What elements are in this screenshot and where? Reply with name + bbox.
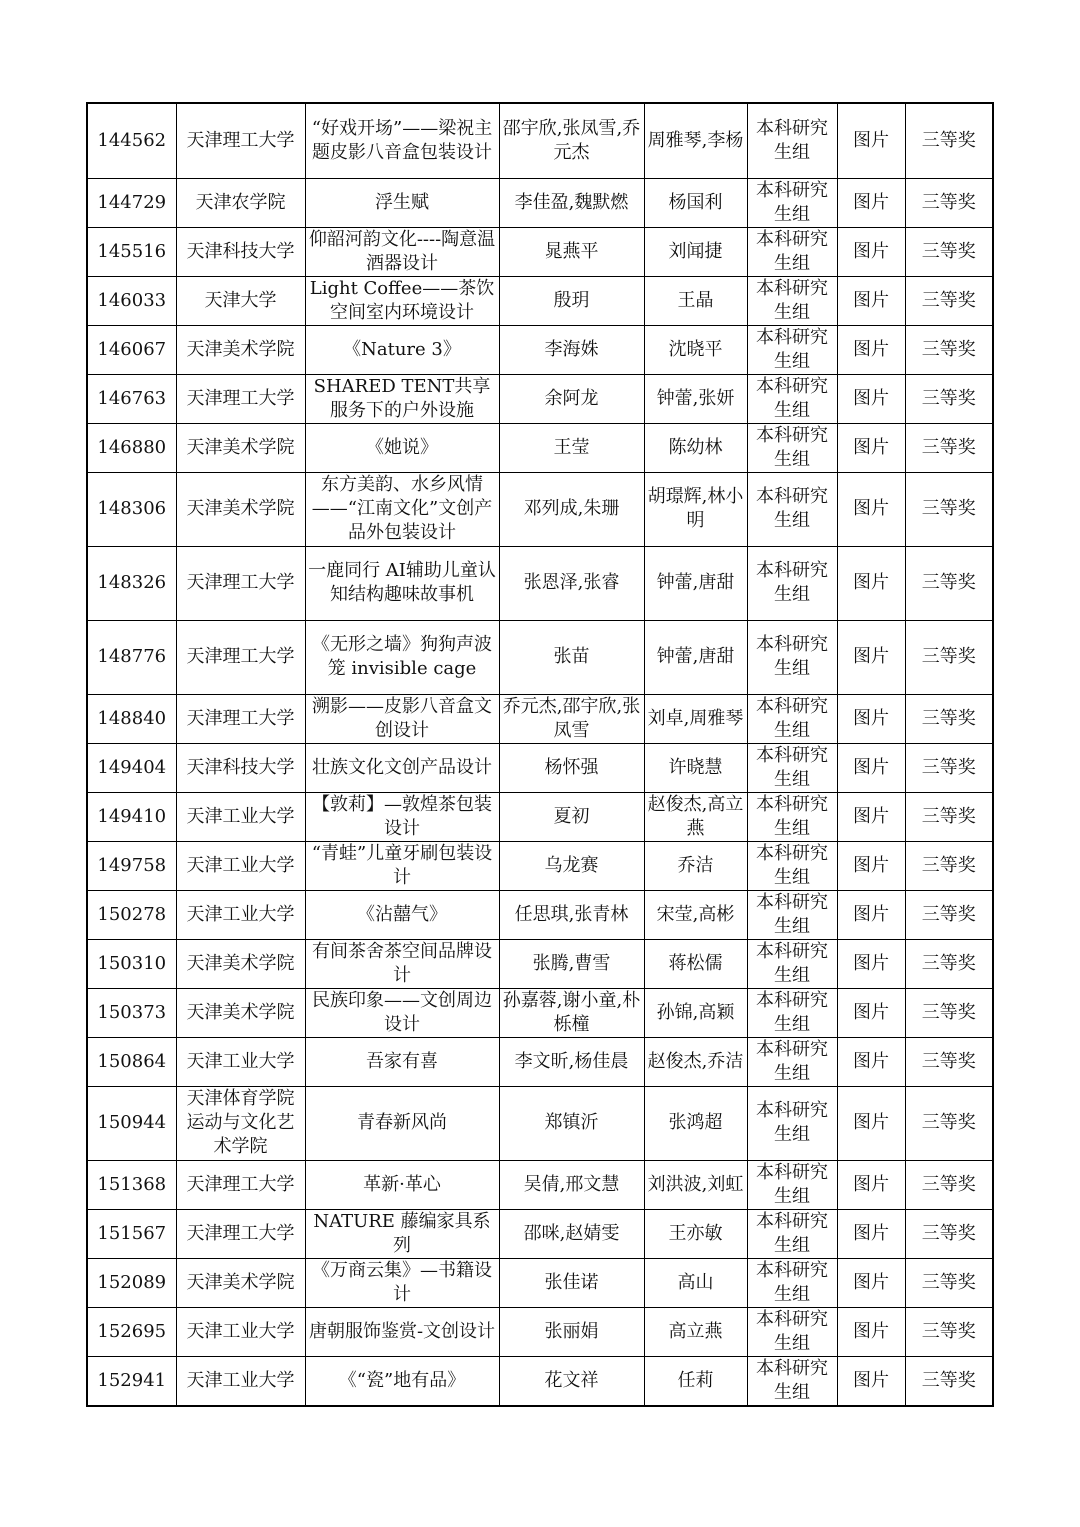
work-title-cell: 一鹿同行 AI辅助儿童认知结构趣味故事机 [305,546,499,620]
table-row [87,1258,993,1307]
authors-cell: 邵咪,赵婧雯 [499,1209,644,1258]
group-cell: 本科研究生组 [747,374,837,423]
table-row [87,276,993,325]
advisor-cell: 高山 [644,1258,747,1307]
school-name-cell: 天津工业大学 [176,1307,305,1356]
authors-cell: 王莹 [499,423,644,472]
authors-cell: 邵宇欣,张凤雪,乔元杰 [499,103,644,178]
group-cell: 本科研究生组 [747,423,837,472]
school-name-cell: 天津工业大学 [176,1356,305,1406]
table-row [87,227,993,276]
entry-type-cell: 图片 [837,1356,905,1406]
table-row [87,841,993,890]
entry-id-cell: 150944 [87,1086,176,1160]
entry-type-cell: 图片 [837,620,905,694]
school-name-cell: 天津体育学院运动与文化艺术学院 [176,1086,305,1160]
group-cell: 本科研究生组 [747,694,837,743]
authors-cell: 余阿龙 [499,374,644,423]
work-title-cell: 壮族文化文创产品设计 [305,743,499,792]
entry-type-cell: 图片 [837,1086,905,1160]
work-title-cell: “好戏开场”——梁祝主题皮影八音盒包装设计 [305,103,499,178]
entry-type-cell: 图片 [837,890,905,939]
advisor-cell: 许晓慧 [644,743,747,792]
award-cell: 三等奖 [905,472,993,546]
authors-cell: 乌龙赛 [499,841,644,890]
work-title-cell: 仰韶河韵文化----陶意温酒器设计 [305,227,499,276]
award-cell: 三等奖 [905,1307,993,1356]
school-name-cell: 天津理工大学 [176,1209,305,1258]
entry-id-cell: 152089 [87,1258,176,1307]
entry-id-cell: 150373 [87,988,176,1037]
table-row [87,792,993,841]
authors-cell: 张丽娟 [499,1307,644,1356]
advisor-cell: 王亦敏 [644,1209,747,1258]
table-row [87,103,993,178]
entry-type-cell: 图片 [837,1307,905,1356]
advisor-cell: 高立燕 [644,1307,747,1356]
entry-type-cell: 图片 [837,939,905,988]
advisor-cell: 钟蕾,张妍 [644,374,747,423]
authors-cell: 张佳诺 [499,1258,644,1307]
table-row [87,546,993,620]
authors-cell: 任思琪,张青林 [499,890,644,939]
authors-cell: 晁燕平 [499,227,644,276]
school-name-cell: 天津农学院 [176,178,305,227]
advisor-cell: 宋莹,高彬 [644,890,747,939]
entry-id-cell: 148776 [87,620,176,694]
authors-cell: 李佳盈,魏默燃 [499,178,644,227]
entry-id-cell: 144562 [87,103,176,178]
advisor-cell: 胡璟辉,林小明 [644,472,747,546]
school-name-cell: 天津大学 [176,276,305,325]
work-title-cell: 有间茶舍茶空间品牌设计 [305,939,499,988]
school-name-cell: 天津工业大学 [176,1037,305,1086]
award-cell: 三等奖 [905,103,993,178]
work-title-cell: Light Coffee——茶饮空间室内环境设计 [305,276,499,325]
entry-type-cell: 图片 [837,988,905,1037]
group-cell: 本科研究生组 [747,743,837,792]
award-cell: 三等奖 [905,1209,993,1258]
school-name-cell: 天津美术学院 [176,423,305,472]
group-cell: 本科研究生组 [747,1209,837,1258]
entry-type-cell: 图片 [837,1258,905,1307]
work-title-cell: 【敦莉】—敦煌茶包装设计 [305,792,499,841]
group-cell: 本科研究生组 [747,1307,837,1356]
group-cell: 本科研究生组 [747,1160,837,1209]
entry-id-cell: 151368 [87,1160,176,1209]
entry-type-cell: 图片 [837,792,905,841]
award-cell: 三等奖 [905,227,993,276]
group-cell: 本科研究生组 [747,890,837,939]
entry-type-cell: 图片 [837,227,905,276]
table-row [87,325,993,374]
advisor-cell: 孙锦,高颖 [644,988,747,1037]
authors-cell: 夏初 [499,792,644,841]
advisor-cell: 赵俊杰,高立燕 [644,792,747,841]
table-row [87,988,993,1037]
work-title-cell: 《万商云集》—书籍设计 [305,1258,499,1307]
school-name-cell: 天津美术学院 [176,988,305,1037]
authors-cell: 郑镇沂 [499,1086,644,1160]
entry-id-cell: 146067 [87,325,176,374]
authors-cell: 孙嘉蓉,谢小童,朴栎橦 [499,988,644,1037]
authors-cell: 张苗 [499,620,644,694]
school-name-cell: 天津工业大学 [176,890,305,939]
group-cell: 本科研究生组 [747,178,837,227]
work-title-cell: 民族印象——文创周边设计 [305,988,499,1037]
school-name-cell: 天津工业大学 [176,792,305,841]
advisor-cell: 蒋松儒 [644,939,747,988]
work-title-cell: “青蛙”儿童牙刷包装设计 [305,841,499,890]
school-name-cell: 天津美术学院 [176,472,305,546]
work-title-cell: 革新·革心 [305,1160,499,1209]
work-title-cell: 浮生赋 [305,178,499,227]
entry-type-cell: 图片 [837,694,905,743]
school-name-cell: 天津科技大学 [176,743,305,792]
group-cell: 本科研究生组 [747,1258,837,1307]
work-title-cell: SHARED TENT共享服务下的户外设施 [305,374,499,423]
award-cell: 三等奖 [905,423,993,472]
advisor-cell: 沈晓平 [644,325,747,374]
table-row [87,890,993,939]
group-cell: 本科研究生组 [747,103,837,178]
entry-id-cell: 148306 [87,472,176,546]
table-row [87,1356,993,1406]
school-name-cell: 天津工业大学 [176,841,305,890]
award-cell: 三等奖 [905,841,993,890]
authors-cell: 吴倩,邢文慧 [499,1160,644,1209]
group-cell: 本科研究生组 [747,276,837,325]
award-cell: 三等奖 [905,374,993,423]
group-cell: 本科研究生组 [747,939,837,988]
entry-type-cell: 图片 [837,841,905,890]
table-row [87,694,993,743]
award-cell: 三等奖 [905,325,993,374]
group-cell: 本科研究生组 [747,1037,837,1086]
award-cell: 三等奖 [905,988,993,1037]
entry-type-cell: 图片 [837,1160,905,1209]
award-cell: 三等奖 [905,792,993,841]
group-cell: 本科研究生组 [747,841,837,890]
entry-id-cell: 146033 [87,276,176,325]
award-cell: 三等奖 [905,890,993,939]
entry-type-cell: 图片 [837,178,905,227]
award-cell: 三等奖 [905,743,993,792]
advisor-cell: 刘卓,周雅琴 [644,694,747,743]
entry-type-cell: 图片 [837,472,905,546]
entry-id-cell: 152695 [87,1307,176,1356]
authors-cell: 乔元杰,邵宇欣,张凤雪 [499,694,644,743]
entry-type-cell: 图片 [837,1037,905,1086]
entry-type-cell: 图片 [837,325,905,374]
entry-id-cell: 144729 [87,178,176,227]
table-row [87,1160,993,1209]
work-title-cell: 吾家有喜 [305,1037,499,1086]
group-cell: 本科研究生组 [747,472,837,546]
work-title-cell: 青春新风尚 [305,1086,499,1160]
work-title-cell: NATURE 藤编家具系列 [305,1209,499,1258]
table-row [87,743,993,792]
advisor-cell: 乔洁 [644,841,747,890]
school-name-cell: 天津理工大学 [176,620,305,694]
group-cell: 本科研究生组 [747,620,837,694]
group-cell: 本科研究生组 [747,1086,837,1160]
award-cell: 三等奖 [905,939,993,988]
group-cell: 本科研究生组 [747,988,837,1037]
award-cell: 三等奖 [905,1037,993,1086]
table-row [87,178,993,227]
advisor-cell: 陈幼林 [644,423,747,472]
entry-type-cell: 图片 [837,1209,905,1258]
award-cell: 三等奖 [905,694,993,743]
work-title-cell: 《“瓷”地有品》 [305,1356,499,1406]
group-cell: 本科研究生组 [747,546,837,620]
table-row [87,1037,993,1086]
award-table-body [87,103,993,1406]
group-cell: 本科研究生组 [747,1356,837,1406]
school-name-cell: 天津理工大学 [176,546,305,620]
authors-cell: 殷玥 [499,276,644,325]
advisor-cell: 周雅琴,李杨 [644,103,747,178]
table-row [87,620,993,694]
entry-type-cell: 图片 [837,276,905,325]
school-name-cell: 天津理工大学 [176,374,305,423]
work-title-cell: 唐朝服饰鉴赏-文创设计 [305,1307,499,1356]
award-cell: 三等奖 [905,1356,993,1406]
table-row [87,423,993,472]
entry-id-cell: 145516 [87,227,176,276]
entry-type-cell: 图片 [837,546,905,620]
entry-id-cell: 150278 [87,890,176,939]
work-title-cell: 《Nature 3》 [305,325,499,374]
table-row [87,1209,993,1258]
authors-cell: 李海姝 [499,325,644,374]
entry-id-cell: 148840 [87,694,176,743]
entry-id-cell: 146880 [87,423,176,472]
advisor-cell: 钟蕾,唐甜 [644,546,747,620]
entry-type-cell: 图片 [837,374,905,423]
group-cell: 本科研究生组 [747,792,837,841]
school-name-cell: 天津理工大学 [176,103,305,178]
entry-id-cell: 149404 [87,743,176,792]
advisor-cell: 刘闻捷 [644,227,747,276]
award-cell: 三等奖 [905,620,993,694]
advisor-cell: 王晶 [644,276,747,325]
entry-id-cell: 152941 [87,1356,176,1406]
group-cell: 本科研究生组 [747,227,837,276]
advisor-cell: 赵俊杰,乔洁 [644,1037,747,1086]
advisor-cell: 任莉 [644,1356,747,1406]
authors-cell: 邓列成,朱珊 [499,472,644,546]
work-title-cell: 溯影——皮影八音盒文创设计 [305,694,499,743]
advisor-cell: 刘洪波,刘虹 [644,1160,747,1209]
table-row [87,1086,993,1160]
entry-type-cell: 图片 [837,743,905,792]
table-row [87,374,993,423]
school-name-cell: 天津理工大学 [176,694,305,743]
entry-id-cell: 149410 [87,792,176,841]
authors-cell: 李文昕,杨佳晨 [499,1037,644,1086]
award-cell: 三等奖 [905,276,993,325]
authors-cell: 张腾,曹雪 [499,939,644,988]
authors-cell: 杨怀强 [499,743,644,792]
authors-cell: 张恩泽,张睿 [499,546,644,620]
school-name-cell: 天津美术学院 [176,1258,305,1307]
table-row [87,472,993,546]
entry-id-cell: 149758 [87,841,176,890]
award-table [86,102,994,1407]
advisor-cell: 钟蕾,唐甜 [644,620,747,694]
school-name-cell: 天津美术学院 [176,325,305,374]
advisor-cell: 张鸿超 [644,1086,747,1160]
group-cell: 本科研究生组 [747,325,837,374]
entry-id-cell: 151567 [87,1209,176,1258]
school-name-cell: 天津科技大学 [176,227,305,276]
advisor-cell: 杨国利 [644,178,747,227]
entry-id-cell: 148326 [87,546,176,620]
school-name-cell: 天津理工大学 [176,1160,305,1209]
award-cell: 三等奖 [905,1086,993,1160]
entry-id-cell: 150864 [87,1037,176,1086]
entry-type-cell: 图片 [837,103,905,178]
work-title-cell: 东方美韵、水乡风情——“江南文化”文创产品外包装设计 [305,472,499,546]
award-cell: 三等奖 [905,1160,993,1209]
table-row [87,939,993,988]
award-cell: 三等奖 [905,546,993,620]
award-cell: 三等奖 [905,178,993,227]
entry-id-cell: 150310 [87,939,176,988]
table-row [87,1307,993,1356]
entry-id-cell: 146763 [87,374,176,423]
award-cell: 三等奖 [905,1258,993,1307]
school-name-cell: 天津美术学院 [176,939,305,988]
entry-type-cell: 图片 [837,423,905,472]
authors-cell: 花文祥 [499,1356,644,1406]
work-title-cell: 《她说》 [305,423,499,472]
work-title-cell: 《沾囍气》 [305,890,499,939]
work-title-cell: 《无形之墙》狗狗声波笼 invisible cage [305,620,499,694]
